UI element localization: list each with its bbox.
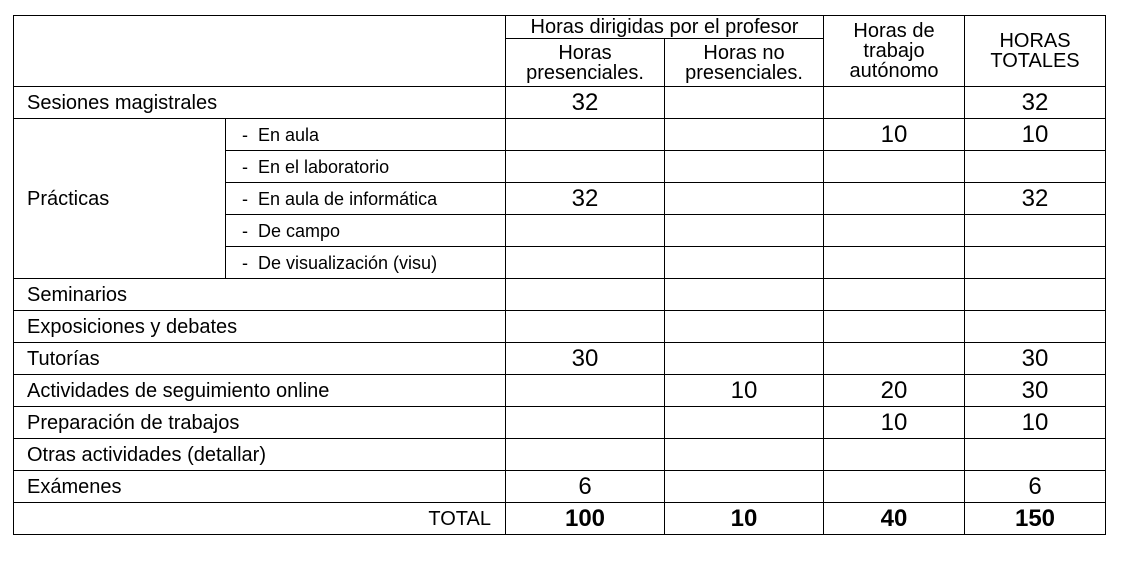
cell-autonomo: 10 [824,407,965,439]
row-practicas-en-aula [14,119,1106,151]
cell-presenciales [506,247,665,279]
cell-presenciales [506,439,665,471]
cell-autonomo: 20 [824,375,965,407]
cell-no-presenciales [665,151,824,183]
row-label: Preparación de trabajos [14,407,506,439]
sub-row-label: - De visualización (visu) [226,247,506,279]
cell-total: 32 [965,183,1106,215]
total-label: TOTAL [14,503,506,535]
row-otras-actividades [14,439,1106,471]
row-tutorias [14,343,1106,375]
cell-no-presenciales [665,87,824,119]
cell-autonomo [824,311,965,343]
cell-autonomo [824,279,965,311]
cell-no-presenciales [665,343,824,375]
cell-no-presenciales [665,407,824,439]
sub-row-label: - De campo [226,215,506,247]
sub-row-label: - En el laboratorio [226,151,506,183]
cell-presenciales: 32 [506,183,665,215]
cell-presenciales [506,311,665,343]
header-row-top [14,16,1106,39]
cell-autonomo [824,183,965,215]
row-seminarios [14,279,1106,311]
row-label: Sesiones magistrales [14,87,506,119]
cell-autonomo [824,87,965,119]
cell-total: 6 [965,471,1106,503]
cell-autonomo [824,439,965,471]
row-label: Actividades de seguimiento online [14,375,506,407]
cell-presenciales [506,119,665,151]
cell-presenciales: 32 [506,87,665,119]
cell-no-presenciales [665,311,824,343]
sub-row-label: - En aula de informática [226,183,506,215]
cell-total: 32 [965,87,1106,119]
cell-autonomo [824,471,965,503]
total-total: 150 [965,503,1106,535]
hours-table [13,15,1106,535]
row-preparacion-trabajos [14,407,1106,439]
cell-no-presenciales [665,119,824,151]
cell-total [965,439,1106,471]
cell-total: 30 [965,375,1106,407]
cell-no-presenciales [665,247,824,279]
cell-presenciales [506,215,665,247]
cell-total [965,215,1106,247]
cell-total [965,279,1106,311]
cell-autonomo [824,343,965,375]
cell-total: 10 [965,407,1106,439]
cell-autonomo [824,215,965,247]
cell-presenciales [506,279,665,311]
total-no-presenciales: 10 [665,503,824,535]
cell-total [965,151,1106,183]
cell-no-presenciales: 10 [665,375,824,407]
total-presenciales: 100 [506,503,665,535]
row-label: Tutorías [14,343,506,375]
cell-presenciales [506,151,665,183]
header-autonomo: Horas de trabajo autónomo [824,16,965,87]
cell-presenciales [506,407,665,439]
row-sesiones-magistrales [14,87,1106,119]
row-examenes [14,471,1106,503]
header-totales: HORAS TOTALES [965,16,1106,87]
row-exposiciones [14,311,1106,343]
practicas-label: Prácticas [14,119,226,279]
cell-no-presenciales [665,279,824,311]
cell-presenciales: 30 [506,343,665,375]
cell-no-presenciales [665,439,824,471]
row-seguimiento-online [14,375,1106,407]
sub-row-label: - En aula [226,119,506,151]
cell-no-presenciales [665,471,824,503]
cell-presenciales [506,375,665,407]
header-empty-cell [14,16,506,87]
header-presenciales: Horas presenciales. [506,39,665,87]
header-no-presenciales: Horas no presenciales. [665,39,824,87]
row-label: Exposiciones y debates [14,311,506,343]
cell-autonomo [824,151,965,183]
cell-no-presenciales [665,215,824,247]
row-label: Seminarios [14,279,506,311]
cell-no-presenciales [665,183,824,215]
cell-autonomo: 10 [824,119,965,151]
total-autonomo: 40 [824,503,965,535]
row-label: Otras actividades (detallar) [14,439,506,471]
header-dirigidas: Horas dirigidas por el profesor [506,16,824,39]
cell-total: 30 [965,343,1106,375]
row-total [14,503,1106,535]
cell-total [965,247,1106,279]
cell-total [965,311,1106,343]
cell-presenciales: 6 [506,471,665,503]
cell-autonomo [824,247,965,279]
row-label: Exámenes [14,471,506,503]
cell-total: 10 [965,119,1106,151]
